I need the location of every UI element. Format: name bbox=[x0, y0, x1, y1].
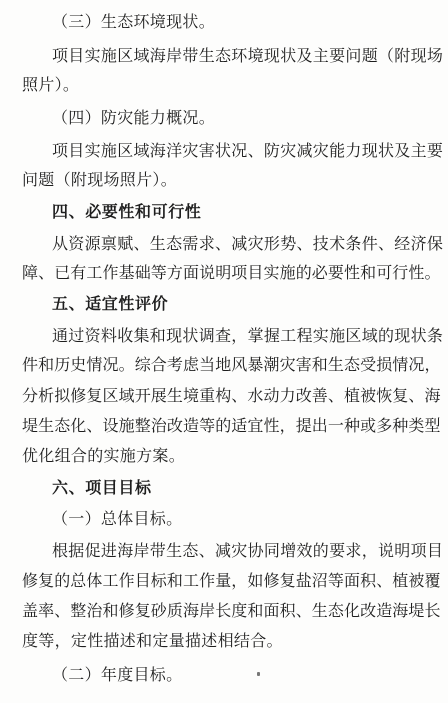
subheading-ecological-status: （三）生态环境现状。 bbox=[52, 12, 216, 31]
paragraph-line: 盖率、整治和修复砂质海岸长度和面积、生态化改造海堤长 bbox=[22, 601, 441, 620]
paragraph-line: 障、已有工作基础等方面说明项目实施的必要性和可行性。 bbox=[22, 263, 441, 282]
paragraph-line: 件和历史情况。综合考虑当地风暴潮灾害和生态受损情况， bbox=[22, 355, 441, 374]
scan-speck bbox=[257, 672, 260, 676]
paragraph-line: 修复的总体工作目标和工作量，如修复盐沼等面积、植被覆 bbox=[22, 571, 441, 590]
paragraph-line: 堤生态化、设施整治改造等的适宜性，提出一种或多种类型 bbox=[22, 416, 441, 435]
paragraph-line: 照片）。 bbox=[22, 75, 80, 94]
paragraph-line: 问题（附现场照片）。 bbox=[22, 170, 178, 189]
paragraph-line: 项目实施区域海洋灾害状况、防灾减灾能力现状及主要 bbox=[52, 141, 444, 160]
paragraph-line: 项目实施区域海岸带生态环境现状及主要问题（附现场 bbox=[52, 46, 444, 65]
paragraph-line: 从资源禀赋、生态需求、减灾形势、技术条件、经济保 bbox=[52, 234, 444, 253]
subheading-overall-objectives: （一）总体目标。 bbox=[52, 509, 183, 528]
section-heading-necessity: 四、必要性和可行性 bbox=[52, 202, 202, 221]
subheading-disaster-prevention: （四）防灾能力概况。 bbox=[52, 108, 216, 127]
subheading-annual-objectives: （二）年度目标。 bbox=[52, 665, 183, 684]
paragraph-line: 根据促进海岸带生态、减灾协同增效的要求，说明项目 bbox=[52, 541, 444, 560]
paragraph-line: 分析拟修复区域开展生境重构、水动力改善、植被恢复、海 bbox=[22, 386, 441, 405]
paragraph-line: 通过资料收集和现状调查，掌握工程实施区域的现状条 bbox=[52, 326, 444, 345]
section-heading-suitability: 五、适宜性评价 bbox=[52, 294, 169, 313]
section-heading-objectives: 六、项目目标 bbox=[52, 478, 152, 497]
paragraph-line: 度等，定性描述和定量描述相结合。 bbox=[22, 631, 283, 650]
paragraph-line: 优化组合的实施方案。 bbox=[22, 446, 186, 465]
